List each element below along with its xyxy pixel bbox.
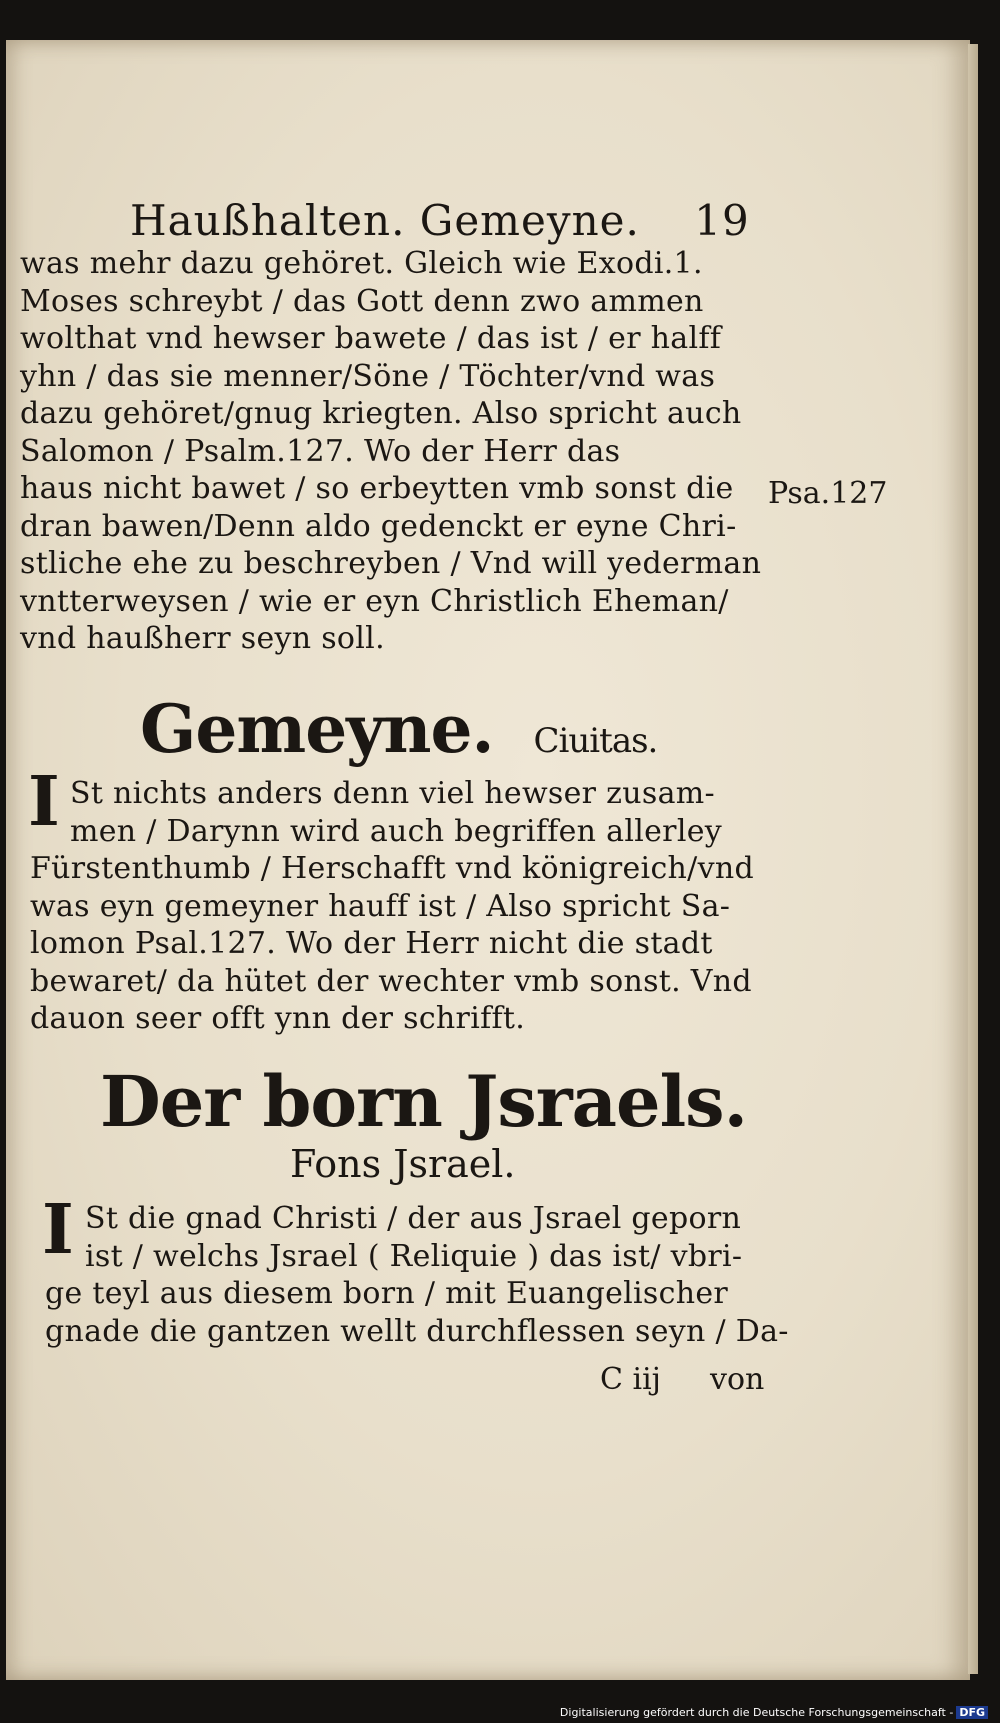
text-line: gnade die gantzen wellt durchflessen seyn / Da- (45, 1313, 789, 1349)
section-heading-born: Der born Jsraels. (100, 1060, 747, 1143)
marginal-note: Psa.127 (768, 476, 888, 511)
text-line: haus nicht bawet / so erbeytten vmb sonst die (20, 471, 734, 506)
section-heading-gemeyne (140, 690, 657, 768)
folio-number: 19 (694, 196, 750, 245)
credit-text: Digitalisierung gefördert durch die Deutsche Forschungsgemeinschaft - (559, 1706, 954, 1719)
text-line: Salomon / Psalm.127. Wo der Herr das (20, 433, 621, 469)
text-line: vnd haußherr seyn soll. (20, 621, 385, 656)
text-line: ge teyl aus diesem born / mit Euangelischer (45, 1276, 729, 1311)
paragraph-3 (45, 1200, 789, 1350)
text-line: was eyn gemeyner hauff ist / Also spricht Sa- (30, 888, 731, 924)
text-line: St nichts anders denn viel hewser zusam- (70, 776, 715, 811)
text-line: Fürstenthumb / Herschafft vnd königreich/vnd (30, 851, 754, 886)
section-subheading: Fons Jsrael. (290, 1142, 516, 1186)
text-line: men / Darynn wird auch begriffen allerley (70, 813, 723, 849)
catchword: von (710, 1362, 765, 1397)
signature-mark: C iij (600, 1362, 661, 1397)
text-line: yhn / das sie menner/Söne / Töchter/vnd was (20, 358, 716, 394)
text-line: dauon seer offt ynn der schrifft. (30, 1001, 526, 1036)
text-line: lomon Psal.127. Wo der Herr nicht die stadt (30, 926, 713, 961)
text-line: was mehr dazu gehöret. Gleich wie Exodi.1. (20, 246, 703, 281)
text-line: ist / welchs Jsrael ( Reliquie ) das ist/ vbri- (85, 1238, 743, 1274)
heading-main: Gemeyne. (140, 690, 494, 768)
text-line: dran bawen/Denn aldo gedenckt er eyne Chri- (20, 508, 737, 544)
dfg-logo: DFG (956, 1706, 988, 1719)
running-head (130, 196, 750, 245)
text-line: dazu gehöret/gnug kriegten. Also spricht auch (20, 396, 742, 431)
text-line: vntterweysen / wie er eyn Christlich Eheman/ (20, 583, 729, 619)
paragraph-2 (30, 775, 754, 1038)
text-line: St die gnad Christi / der aus Jsrael geporn (85, 1201, 742, 1236)
digitization-credit (560, 1706, 988, 1719)
text-line: wolthat vnd hewser bawete / das ist / er halff (20, 321, 722, 356)
paragraph-1 (20, 245, 761, 658)
text-line: Moses schreybt / das Gott denn zwo ammen (20, 283, 704, 319)
text-line: stliche ehe zu beschreyben / Vnd will yederman (20, 546, 762, 581)
drop-cap: I (28, 762, 60, 842)
drop-cap: I (42, 1190, 74, 1270)
text-line: bewaret/ da hütet der wechter vmb sonst. Vnd (30, 963, 752, 999)
page-edge (968, 44, 978, 1674)
running-head-title: Haußhalten. Gemeyne. (130, 196, 640, 245)
heading-sub: Ciuitas. (533, 721, 658, 761)
